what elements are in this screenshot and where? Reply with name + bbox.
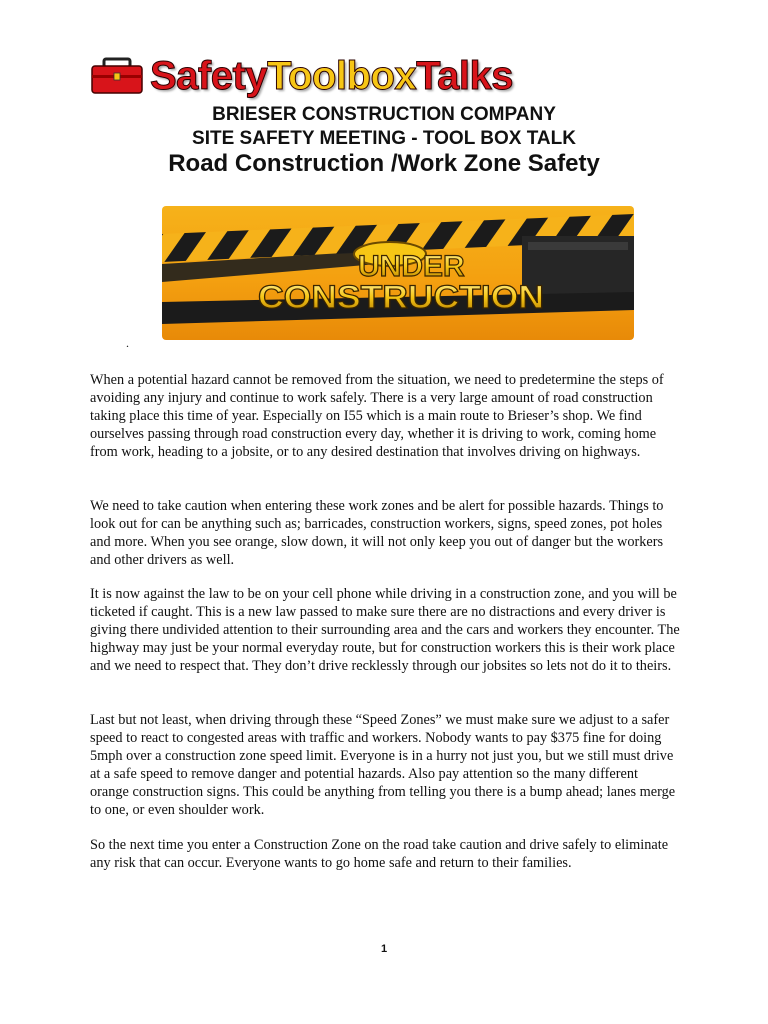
safety-toolbox-talks-logo bbox=[90, 54, 680, 98]
paragraph-5: So the next time you enter a Construction Zone on the road take caution and drive safely to eliminate any risk that can occur. Everyone wants to go home safe and return to their families. bbox=[90, 837, 669, 871]
paragraph-1: When a potential hazard cannot be removed from the situation, we need to predetermine the steps of avoiding any injury and continue to work safely. There is a very large amount of road construction taking place this time of year. Especially on I55 which is a main route to Brieser’s shop. We find ourselves passing through road construction every day, whether it is driving to work, coming home from work, heading to a jobsite, or to any desired destination that involves driving on highways. bbox=[90, 372, 664, 460]
paragraph-4: Last but not least, when driving through these “Speed Zones” we must make sure we adjust to a safer speed to react to congested areas with traffic and workers. Nobody wants to pay $375 fine for doing 5mph over a construction zone speed limit. Everyone is in a hurry not just you, but we still must drive at a safe speed to remove danger and potential hazards. Also pay attention so the many different orange construction signs. This could be anything from telling you there is a bump ahead; lanes merge to one, or even shoulder work. bbox=[90, 712, 676, 818]
hero-construction-text: CONSTRUCTION bbox=[258, 279, 544, 315]
meeting-subtitle: SITE SAFETY MEETING - TOOL BOX TALK bbox=[192, 128, 576, 149]
paragraph-2: We need to take caution when entering these work zones and be alert for possible hazards. Things to look out for can be anything such as; barricades, construction workers, signs, speed zones, pot holes and more. When you see orange, slow down, it will not only keep you out of danger but the workers and other drivers as well. bbox=[90, 498, 664, 568]
logo-wordmark bbox=[150, 54, 513, 98]
document-title: Road Construction /Work Zone Safety bbox=[168, 150, 600, 177]
logo-word-talks: Talks bbox=[416, 54, 513, 98]
logo-word-toolbox: Toolbox bbox=[267, 54, 417, 98]
toolbox-icon bbox=[90, 57, 144, 95]
under-construction-banner bbox=[162, 206, 634, 340]
paragraph-3: It is now against the law to be on your cell phone while driving in a construction zone, and you will be ticketed if caught. This is a new law passed to make sure there are no distractions and every driver is giving there undivided attention to their surrounding area and the cars and workers they encounter. The highway may just be your normal everyday route, but for construction workers this is their work place and we need to respect that. They don’t drive recklessly through our jobsites so lets not do it to theirs. bbox=[90, 586, 680, 674]
hero-under-text: UNDER bbox=[358, 250, 465, 283]
stray-period: . bbox=[126, 336, 129, 350]
company-name: BRIESER CONSTRUCTION COMPANY bbox=[212, 104, 556, 125]
logo-word-safety: Safety bbox=[150, 54, 268, 98]
page-number: 1 bbox=[380, 943, 388, 955]
under-construction-image bbox=[162, 206, 634, 340]
